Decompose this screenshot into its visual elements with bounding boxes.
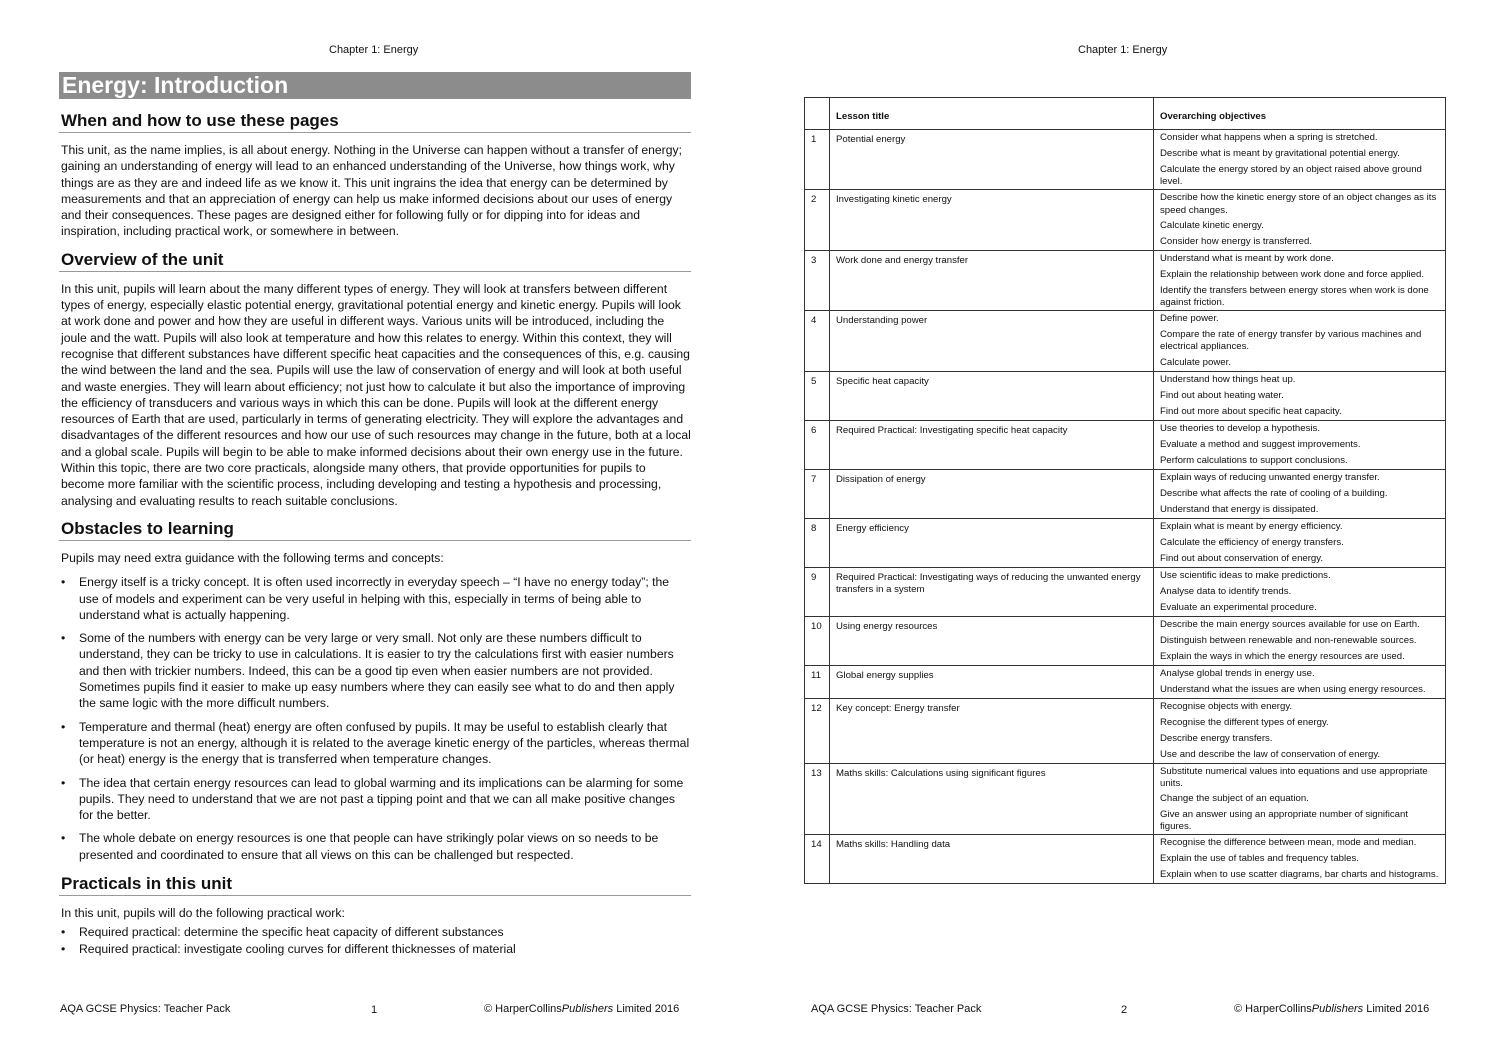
objective-item: Find out about conservation of energy. [1160, 552, 1324, 564]
objective-item: Use scientific ideas to make predictions. [1160, 569, 1331, 581]
lesson-title: Understanding power [830, 311, 1154, 371]
section-intro-practicals: In this unit, pupils will do the following practical work: [61, 905, 345, 920]
table-row [805, 250, 1446, 310]
lesson-title: Required Practical: Investigating specific heat capacity [830, 420, 1154, 469]
lesson-title: Maths skills: Calculations using significant figures [830, 763, 1154, 835]
footer-copyright [1234, 1003, 1429, 1015]
lesson-objectives [1154, 190, 1446, 250]
copyright-prefix: © HarperCollins [484, 1003, 562, 1015]
objective-item: Distinguish between renewable and non-renewable sources. [1160, 634, 1417, 646]
objective-item: Calculate the energy stored by an object raised above ground level. [1160, 164, 1422, 188]
copyright-suffix: Limited 2016 [1363, 1003, 1430, 1015]
objective-item: Explain the ways in which the energy resources are used. [1160, 650, 1405, 662]
table-row [805, 518, 1446, 567]
table-row [805, 835, 1446, 884]
list-item-text: Temperature and thermal (heat) energy are often confused by pupils. It may be useful to establish clearly that temperature is not an energy, although it is related to the average kinetic energy of the particles, whereas thermal (or heat) energy is the energy that is transferred when temperature changes. [79, 719, 690, 767]
lesson-objectives [1154, 698, 1446, 763]
objective-item: Describe what affects the rate of cooling of a building. [1160, 487, 1388, 499]
objective-item: Describe what is meant by gravitational potential energy. [1160, 148, 1400, 159]
lesson-number: 6 [805, 420, 830, 469]
left-page-content [59, 72, 691, 957]
objective-item: Explain the relationship between work done and force applied. [1160, 268, 1425, 280]
page-number: 2 [1121, 1004, 1128, 1016]
objective-item: Understand that energy is dissipated. [1160, 503, 1319, 515]
list-item-text: The idea that certain energy resources can lead to global warming and its implications can be alarming for some pupils. They need to understand that we are not past a tipping point and that we can all make positive changes for the better. [79, 775, 684, 823]
lesson-title: Key concept: Energy transfer [830, 698, 1154, 763]
section-heading-when-how: When and how to use these pages [59, 111, 691, 133]
footer-book-title: AQA GCSE Physics: Teacher Pack [60, 1003, 231, 1015]
objective-item: Give an answer using an appropriate number of significant figures. [1160, 809, 1408, 833]
running-header-text: Chapter 1: Energy [329, 44, 419, 56]
objective-item: Calculate power. [1160, 356, 1231, 368]
lesson-title: Required Practical: Investigating ways of reducing the unwanted energy transfers in a system [830, 567, 1154, 616]
lesson-objectives [1154, 835, 1446, 884]
objective-item: Describe how the kinetic energy store of an object changes as its speed changes. [1160, 192, 1437, 216]
objective-item: Identify the transfers between energy stores when work is done against friction. [1160, 284, 1429, 309]
lesson-number: 8 [805, 518, 830, 567]
lesson-title: Maths skills: Handling data [830, 835, 1154, 884]
objective-item: Explain ways of reducing unwanted energy transfer. [1160, 471, 1380, 483]
page-title: Energy: Introduction [59, 72, 691, 99]
list-item [59, 830, 691, 863]
objective-item: Find out more about specific heat capacity. [1160, 405, 1342, 417]
table-row [805, 616, 1446, 665]
lesson-objectives [1154, 518, 1446, 567]
lesson-number: 9 [805, 567, 830, 616]
objective-item: Define power. [1160, 313, 1219, 325]
objective-item: Analyse global trends in energy use. [1160, 667, 1315, 679]
list-item [59, 775, 691, 824]
lesson-title: Dissipation of energy [830, 469, 1154, 518]
lesson-number: 14 [805, 835, 830, 884]
list-item [59, 719, 691, 768]
objective-item: Explain when to use scatter diagrams, bar charts and histograms. [1160, 869, 1439, 881]
objective-item: Recognise the difference between mean, mode and median. [1160, 837, 1417, 849]
lesson-number: 13 [805, 763, 830, 835]
page-number: 1 [371, 1004, 378, 1016]
copyright-italic: Publishers [1311, 1003, 1364, 1015]
section-text-overview: In this unit, pupils will learn about the many different types of energy. They will look at transfers between different types of energy, especially elastic potential energy, gravitational potential energy and kinetic energy. Pupils will look at work done and power and how they are useful in different ways. Various units will be introduced, including the joule and the watt. Pupils will also look at temperature and how this relates to energy. Within this context, they will recognise that different substances have different specific heat capacities and the consequences of this, e.g. causing the wind between the land and the sea. Pupils will use the law of conservation of energy and will look at both useful and waste energies. They will learn about efficiency; not just how to calculate it but also the importance of improving the efficiency of transducers and various ways in which this can be done. Pupils will look at the different energy resources of Earth that are used, particularly in terms of generating electricity. They will explore the advantages and disadvantages of the different resources and how our use of such resources may change in the future, both at a local and a global scale. Pupils will begin to be able to make informed decisions about their own energy use in the future. Within this topic, there are two core practicals, alongside many others, that provide opportunities for pupils to become more familiar with the scientific process, including developing and testing a hypothesis and processing, analysing and evaluating results to reach suitable conclusions. [61, 281, 691, 508]
lesson-number: 3 [805, 250, 830, 310]
lesson-objectives [1154, 371, 1446, 420]
copyright-suffix: Limited 2016 [613, 1003, 680, 1015]
column-header-objectives: Overarching objectives [1154, 98, 1446, 130]
table-row [805, 567, 1446, 616]
bullet-icon: • [61, 575, 66, 590]
table-row [805, 698, 1446, 763]
copyright-italic: Publishers [561, 1003, 614, 1015]
lesson-objectives [1154, 469, 1446, 518]
lesson-title: Investigating kinetic energy [830, 190, 1154, 250]
table-row [805, 763, 1446, 835]
bullet-icon: • [61, 941, 66, 956]
footer-book-title: AQA GCSE Physics: Teacher Pack [811, 1003, 982, 1015]
section-heading-practicals: Practicals in this unit [59, 874, 691, 896]
objective-item: Perform calculations to support conclusions. [1160, 454, 1348, 466]
right-page [750, 0, 1500, 1061]
section-heading-obstacles: Obstacles to learning [59, 519, 691, 541]
section-heading-overview: Overview of the unit [59, 250, 691, 272]
lesson-objectives [1154, 616, 1446, 665]
lesson-title: Global energy supplies [830, 665, 1154, 698]
table-row [805, 469, 1446, 518]
lesson-objectives [1154, 665, 1446, 698]
objective-item: Explain the use of tables and frequency tables. [1160, 853, 1359, 865]
column-header-number [805, 98, 830, 130]
lesson-objectives [1154, 763, 1446, 835]
table-row [805, 130, 1446, 190]
objective-item: Describe the main energy sources available for use on Earth. [1160, 618, 1420, 630]
objective-item: Consider how energy is transferred. [1160, 235, 1312, 247]
lesson-number: 7 [805, 469, 830, 518]
bullet-icon: • [61, 831, 66, 846]
list-item [59, 941, 691, 957]
lesson-objectives [1154, 567, 1446, 616]
list-item [59, 630, 691, 711]
lesson-number: 4 [805, 311, 830, 371]
objective-item: Understand what the issues are when using energy resources. [1160, 683, 1426, 695]
table-row [805, 311, 1446, 371]
bullet-icon: • [61, 925, 66, 940]
column-header-lesson-title: Lesson title [830, 98, 1154, 130]
lesson-title: Energy efficiency [830, 518, 1154, 567]
bullet-icon: • [61, 775, 66, 790]
objective-item: Change the subject of an equation. [1160, 793, 1309, 805]
lesson-objectives [1154, 420, 1446, 469]
practicals-list [59, 924, 691, 957]
lesson-title: Potential energy [830, 130, 1154, 190]
section-text-when-how: This unit, as the name implies, is all about energy. Nothing in the Universe can happen without a transfer of energy; gaining an understanding of energy will lead to an enhanced understanding of the Universe, how things work, why things are as they are and indeed life as we know it. This unit ingrains the idea that energy can be determined by measurements and that an appreciation of energy can help us make informed decisions about our uses of energy and their consequences. These pages are designed either for following fully or for dipping into for ideas and inspiration, including practical work, or somewhere in between. [61, 143, 683, 239]
section-intro-obstacles: Pupils may need extra guidance with the following terms and concepts: [61, 550, 444, 565]
objective-item: Recognise objects with energy. [1160, 700, 1293, 712]
lesson-objectives [1154, 130, 1446, 190]
objective-item: Understand how things heat up. [1160, 373, 1296, 385]
objective-item: Evaluate an experimental procedure. [1160, 601, 1317, 613]
lesson-title: Work done and energy transfer [830, 250, 1154, 310]
objective-item: Find out about heating water. [1160, 389, 1284, 401]
objective-item: Analyse data to identify trends. [1160, 585, 1292, 597]
table-row [805, 665, 1446, 698]
objective-item: Evaluate a method and suggest improvements. [1160, 438, 1361, 450]
lesson-number: 12 [805, 698, 830, 763]
objective-item: Use and describe the law of conservation of energy. [1160, 748, 1381, 760]
table-row [805, 190, 1446, 250]
objective-item: Compare the rate of energy transfer by various machines and electrical appliances. [1160, 329, 1422, 353]
list-item-text: Some of the numbers with energy can be very large or very small. Not only are these numbers difficult to understand, they can be tricky to use in calculations. It is easier to try the calculations first with easier numbers and then with trickier numbers. Indeed, this can be a good tip even when easier numbers are not provided. Sometimes pupils find it easier to make up easy numbers where they can easily see what to do and then apply the same logic with the more difficult numbers. [79, 631, 675, 711]
objective-item: Describe energy transfers. [1160, 732, 1273, 744]
lesson-number: 2 [805, 190, 830, 250]
table-row [805, 420, 1446, 469]
objective-item: Calculate the efficiency of energy transfers. [1160, 536, 1344, 548]
bullet-icon: • [61, 631, 66, 646]
lesson-number: 5 [805, 371, 830, 420]
objective-item: Recognise the different types of energy. [1160, 716, 1329, 728]
objective-item: Understand what is meant by work done. [1160, 252, 1334, 264]
lesson-title: Using energy resources [830, 616, 1154, 665]
list-item-text: Energy itself is a tricky concept. It is often used incorrectly in everyday speech – “I have no energy today”; the use of models and experiment can be very useful in helping with this, especially in terms of being able to understand what is actually happening. [79, 575, 670, 622]
list-item [59, 924, 691, 940]
obstacles-list [59, 574, 691, 863]
objective-item: Consider what happens when a spring is stretched. [1160, 132, 1378, 143]
lesson-table-body [805, 130, 1446, 884]
lesson-title: Specific heat capacity [830, 371, 1154, 420]
objective-item: Use theories to develop a hypothesis. [1160, 422, 1320, 434]
objective-item: Calculate kinetic energy. [1160, 219, 1264, 231]
table-header-row [805, 98, 1446, 130]
objective-item: Substitute numerical values into equations and use appropriate units. [1160, 765, 1428, 789]
lesson-number: 10 [805, 616, 830, 665]
footer-copyright [484, 1003, 679, 1015]
list-item [59, 574, 691, 623]
objective-item: Explain what is meant by energy efficiency. [1160, 520, 1343, 532]
bullet-icon: • [61, 719, 66, 734]
lesson-objectives [1154, 311, 1446, 371]
table-row [805, 371, 1446, 420]
lesson-number: 11 [805, 665, 830, 698]
list-item-text: The whole debate on energy resources is one that people can have strikingly polar views on so needs to be presented and coordinated to ensure that all views on this can be challenged but respected. [79, 831, 659, 862]
running-header-text: Chapter 1: Energy [1078, 44, 1168, 56]
lesson-table [804, 97, 1446, 884]
list-item-text: Required practical: investigate cooling curves for different thicknesses of material [79, 941, 516, 956]
copyright-prefix: © HarperCollins [1234, 1003, 1312, 1015]
lesson-objectives [1154, 250, 1446, 310]
lesson-number: 1 [805, 130, 830, 190]
list-item-text: Required practical: determine the specific heat capacity of different substances [79, 925, 504, 940]
